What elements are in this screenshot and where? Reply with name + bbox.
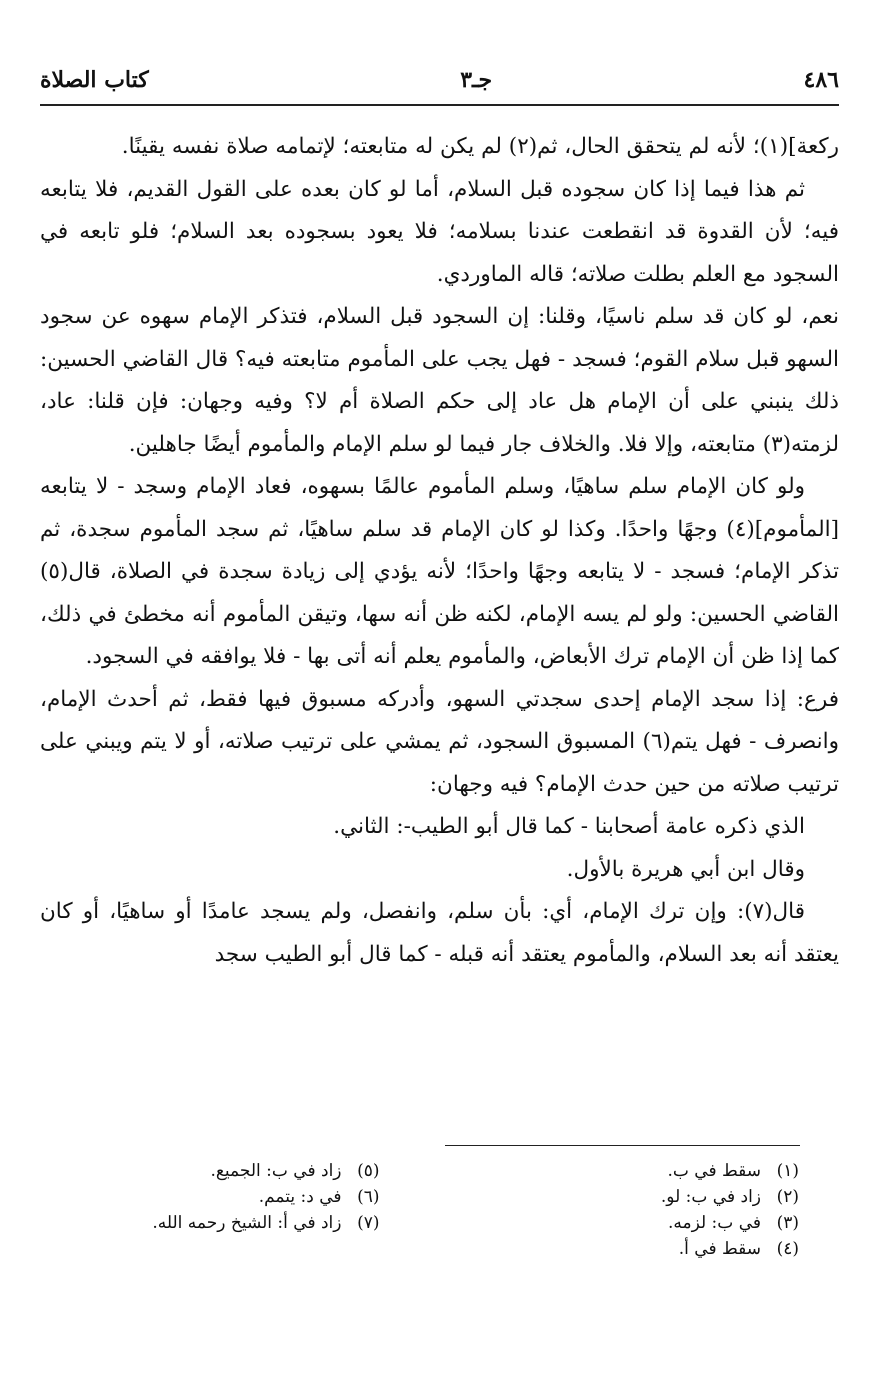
footnote-text: زاد في ب: الجميع. xyxy=(210,1161,342,1181)
footnote-number: (٤) xyxy=(776,1239,799,1259)
footnote-number: (١) xyxy=(776,1161,799,1181)
footnote-rule xyxy=(445,1145,800,1146)
footnotes-column-right xyxy=(460,1158,810,1262)
footnote-number: (٧) xyxy=(357,1213,380,1233)
paragraph: ثم هذا فيما إذا كان سجوده قبل السلام، أما لو كان بعده على القول القديم، فلا يتابعه فيه؛ لأن القدوة قد انقطعت عندنا بسلامه؛ فلا يعود بسجوده بعد السلام؛ فلو تابعه في السجود مع العلم بطلت صلاته؛ قاله الماوردي. xyxy=(40,176,839,287)
footnote-text: زاد في أ: الشيخ رحمه الله. xyxy=(152,1213,342,1233)
footnote-number: (٣) xyxy=(776,1213,799,1233)
footnote xyxy=(460,1236,800,1262)
footnote-number: (٥) xyxy=(357,1161,380,1181)
main-text xyxy=(40,126,839,976)
paragraph: الذي ذكره عامة أصحابنا - كما قال أبو الطيب-: الثاني. xyxy=(333,814,805,839)
paragraph: قال(٧): وإن ترك الإمام، أي: بأن سلم، وانفصل، ولم يسجد عامدًا أو ساهيًا، أو كان يعتقد أنه بعد السلام، والمأموم يعتقد أنه قبله - كما قال أبو الطيب سجد xyxy=(40,899,839,967)
paragraph: ركعة](١)؛ لأنه لم يتحقق الحال، ثم(٢) لم يكن له متابعته؛ لإتمامه صلاة نفسه يقينًا. xyxy=(121,134,839,159)
footnote xyxy=(40,1158,380,1184)
running-header xyxy=(40,60,839,100)
footnotes-column-left xyxy=(40,1158,460,1262)
footnote-text: سقط في أ. xyxy=(678,1239,761,1259)
volume-label: جـ٣ xyxy=(460,67,493,93)
footnote-text: في د: يتمم. xyxy=(258,1187,342,1207)
footnote-text: في ب: لزمه. xyxy=(667,1213,761,1233)
footnote-number: (٦) xyxy=(357,1187,380,1207)
paragraph: وقال ابن أبي هريرة بالأول. xyxy=(566,856,805,882)
book-title: كتاب الصلاة xyxy=(40,67,149,93)
footnote xyxy=(460,1210,800,1236)
footnote-text: زاد في ب: لو. xyxy=(660,1187,761,1207)
footnote xyxy=(40,1184,380,1210)
page-number: ٤٨٦ xyxy=(803,67,839,93)
paragraph: ولو كان الإمام سلم ساهيًا، وسلم المأموم عالمًا بسهوه، فعاد الإمام وسجد - لا يتابعه [المأموم](٤) وجهًا واحدًا. وكذا لو كان الإمام قد سلم ساهيًا، ثم سجد المأموم سجدة، ثم تذكر الإمام؛ فسجد - لا يتابعه وجهًا واحدًا؛ لأنه يؤدي إلى زيادة سجدة في الصلاة، قال(٥) القاضي الحسين: ولو لم يسه الإمام، لكنه ظن أنه سها، وتيقن المأموم أنه مخطئ في ذلك، كما إذا ظن أن الإمام ترك الأبعاض، والمأموم يعلم أنه أتى بها - فلا يوافقه في السجود. xyxy=(40,474,839,669)
footnote-number: (٢) xyxy=(776,1187,799,1207)
footnotes xyxy=(40,1158,809,1262)
footnote xyxy=(460,1158,800,1184)
header-rule xyxy=(40,104,839,106)
footnote-text: سقط في ب. xyxy=(667,1161,761,1181)
footnote xyxy=(40,1210,380,1236)
footnote xyxy=(460,1184,800,1210)
paragraph: نعم، لو كان قد سلم ناسيًا، وقلنا: إن السجود قبل السلام، فتذكر الإمام سهوه عن سجود السهو قبل سلام القوم؛ فسجد - فهل يجب على المأموم متابعته فيه؟ قال القاضي الحسين: ذلك ينبني على أن الإمام هل عاد إلى حكم الصلاة أم لا؟ وفيه وجهان: فإن قلنا: عاد، لزمته(٣) متابعته، وإلا فلا. والخلاف جار فيما لو سلم الإمام والمأموم أيضًا جاهلين. xyxy=(40,304,839,457)
paragraph: فرع: إذا سجد الإمام إحدى سجدتي السهو، وأدركه مسبوق فيها فقط، ثم أحدث الإمام، وانصرف - فهل يتم(٦) المسبوق السجود، ثم يمشي على ترتيب صلاته، أو لا يتم ويبني على ترتيب صلاته من حين حدث الإمام؟ فيه وجهان: xyxy=(40,686,839,797)
